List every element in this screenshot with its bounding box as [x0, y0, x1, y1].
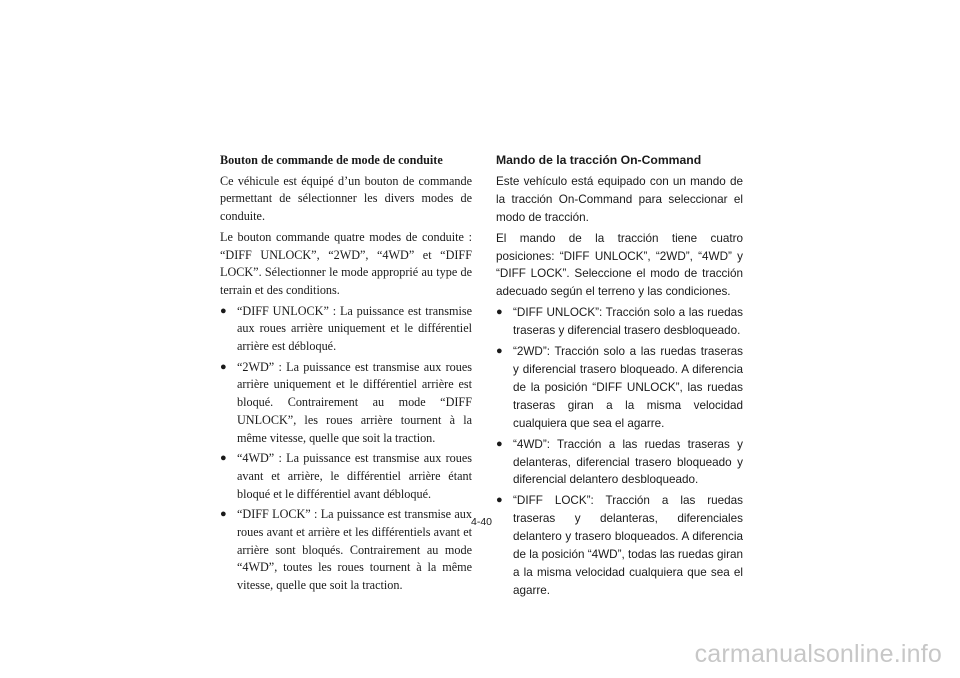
french-bullet-text: “2WD” : La puissance est transmise aux roues arrière uniquement et le différentiel arrière est bloqué. Contrairement au mode “DIFF UNLOCK”, les roues arrière tournent à la même vitesse, quelle que soit la traction.	[237, 359, 472, 445]
spanish-bullet-item	[496, 304, 743, 340]
bullet-icon: ●	[496, 437, 503, 450]
spanish-bullet-text: “DIFF LOCK”: Tracción a las ruedas traseras y delanteras, diferenciales delantero y trasero bloqueados. A diferencia de la posición “4WD”, todas las ruedas giran a la misma velocidad cualquiera que sea el agarre.	[513, 494, 743, 597]
french-bullet-item	[220, 303, 472, 356]
spanish-bullet-item	[496, 436, 743, 490]
french-bullet-item	[220, 359, 472, 448]
bullet-icon: ●	[220, 452, 227, 465]
spanish-paragraph: Este vehículo está equipado con un mando de la tracción On-Command para seleccionar el modo de tracción.	[496, 174, 743, 224]
spanish-bullet-item	[496, 492, 743, 599]
spanish-bullet-text: “2WD”: Tracción solo a las ruedas traseras y diferencial trasero bloqueado. A diferencia de la posición “DIFF UNLOCK”, las ruedas traseras giran a la misma velocidad cualquiera que sea el agarre.	[513, 345, 743, 430]
bullet-icon: ●	[496, 306, 503, 319]
bullet-icon: ●	[496, 494, 503, 507]
french-heading: Bouton de commande de mode de conduite	[220, 153, 443, 167]
spanish-bullet-text: “DIFF UNLOCK”: Tracción solo a las ruedas traseras y diferencial trasero desbloqueado.	[513, 306, 743, 338]
spanish-paragraph: El mando de la tracción tiene cuatro posiciones: “DIFF UNLOCK”, “2WD”, “4WD” y “DIFF LOCK”. Seleccione el modo de tracción adecuado según el terreno y las condiciones.	[496, 231, 743, 299]
bullet-icon: ●	[220, 508, 227, 521]
spanish-heading: Mando de la tracción On-Command	[496, 153, 702, 167]
spanish-bullet-item	[496, 343, 743, 433]
watermark: carmanualsonline.info	[694, 640, 942, 668]
french-column	[220, 152, 472, 598]
french-paragraph: Ce véhicule est équipé d’un bouton de commande permettant de sélectionner les divers modes de conduite.	[220, 173, 472, 224]
page-number: 4-40	[471, 516, 493, 528]
french-bullet-text: “DIFF UNLOCK” : La puissance est transmise aux roues arrière uniquement et le différentiel arrière est débloqué.	[237, 303, 472, 354]
spanish-bullet-text: “4WD”: Tracción a las ruedas traseras y delanteras, diferencial trasero bloqueado y diferencial delantero desbloqueado.	[513, 437, 743, 487]
french-bullet-item	[220, 450, 472, 503]
french-bullet-item	[220, 506, 472, 595]
bullet-icon: ●	[220, 360, 227, 373]
spanish-column	[496, 152, 743, 603]
spanish-bullet-list	[496, 304, 743, 600]
french-paragraph: Le bouton commande quatre modes de conduite : “DIFF UNLOCK”, “2WD”, “4WD” et “DIFF LOCK”. Sélectionner le mode approprié au type de terrain et des conditions.	[220, 229, 472, 297]
bullet-icon: ●	[496, 345, 503, 358]
french-bullet-text: “4WD” : La puissance est transmise aux roues avant et arrière, le différentiel arrière étant bloqué et le différentiel avant débloqué.	[237, 451, 472, 501]
french-bullet-text: “DIFF LOCK” : La puissance est transmise aux roues avant et arrière et les différentiels avant et arrière sont bloqués. Contrairement au mode “4WD”, toutes les roues tournent à la même vitesse, quelle que soit la traction.	[237, 507, 472, 593]
french-bullet-list	[220, 303, 472, 595]
bullet-icon: ●	[220, 304, 227, 317]
